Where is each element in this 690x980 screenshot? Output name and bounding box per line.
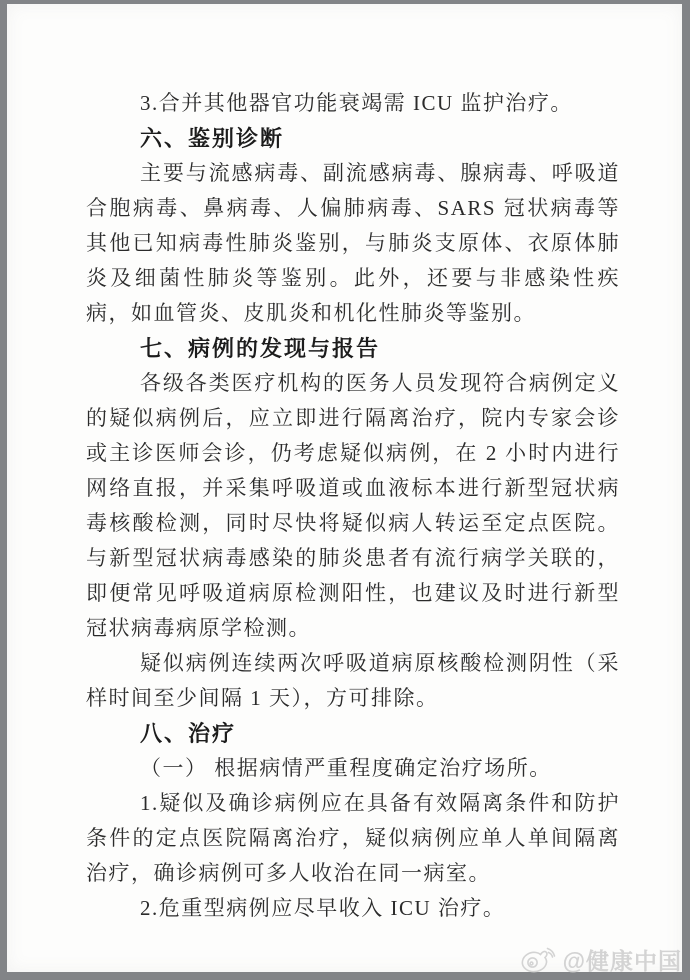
paragraph-critical-icu: 2.危重型病例应尽早收入 ICU 治疗。 — [140, 896, 506, 920]
heading-section-8-treatment: 八、治疗 — [140, 721, 237, 746]
paragraph-isolation-treatment: 1.疑似及确诊病例应在具备有效隔离条件和防护条件的定点医院隔离治疗，疑似病例应单人单间隔离治疗，确诊病例可多人收治在同一病室。 — [86, 791, 620, 885]
document-page — [7, 4, 682, 972]
watermark-text: @健康中国 — [562, 947, 682, 974]
watermark — [518, 942, 682, 976]
document-content — [86, 86, 620, 926]
weibo-icon — [518, 942, 558, 976]
heading-section-6-differential-diagnosis: 六、鉴别诊断 — [140, 126, 285, 151]
paragraph-icu-monitoring: 3.合并其他器官功能衰竭需 ICU 监护治疗。 — [140, 91, 573, 115]
paragraph-differential-diagnosis: 主要与流感病毒、副流感病毒、腺病毒、呼吸道合胞病毒、鼻病毒、人偏肺病毒、SARS 冠状病毒等其他已知病毒性肺炎鉴别，与肺炎支原体、衣原体肺炎及细菌性肺炎等鉴别。此外，还要与非感染性疾病，如血管炎、皮肌炎和机化性肺炎等鉴别。 — [86, 161, 620, 325]
paragraph-exclusion-criteria: 疑似病例连续两次呼吸道病原核酸检测阴性（采样时间至少间隔 1 天），方可排除。 — [86, 651, 620, 710]
paragraph-case-reporting: 各级各类医疗机构的医务人员发现符合病例定义的疑似病例后，应立即进行隔离治疗，院内专家会诊或主诊医师会诊，仍考虑疑似病例，在 2 小时内进行网络直报，并采集呼吸道或血液标本进行新型冠状病毒核酸检测，同时尽快将疑似病人转运至定点医院。与新型冠状病毒感染的肺炎患者有流行病学关联的，即便常见呼吸道病原检测阳性，也建议及时进行新型冠状病毒病原学检测。 — [86, 371, 620, 640]
paragraph-treatment-location: （一） 根据病情严重程度确定治疗场所。 — [140, 756, 552, 780]
heading-section-7-case-detection-reporting: 七、病例的发现与报告 — [140, 336, 381, 361]
